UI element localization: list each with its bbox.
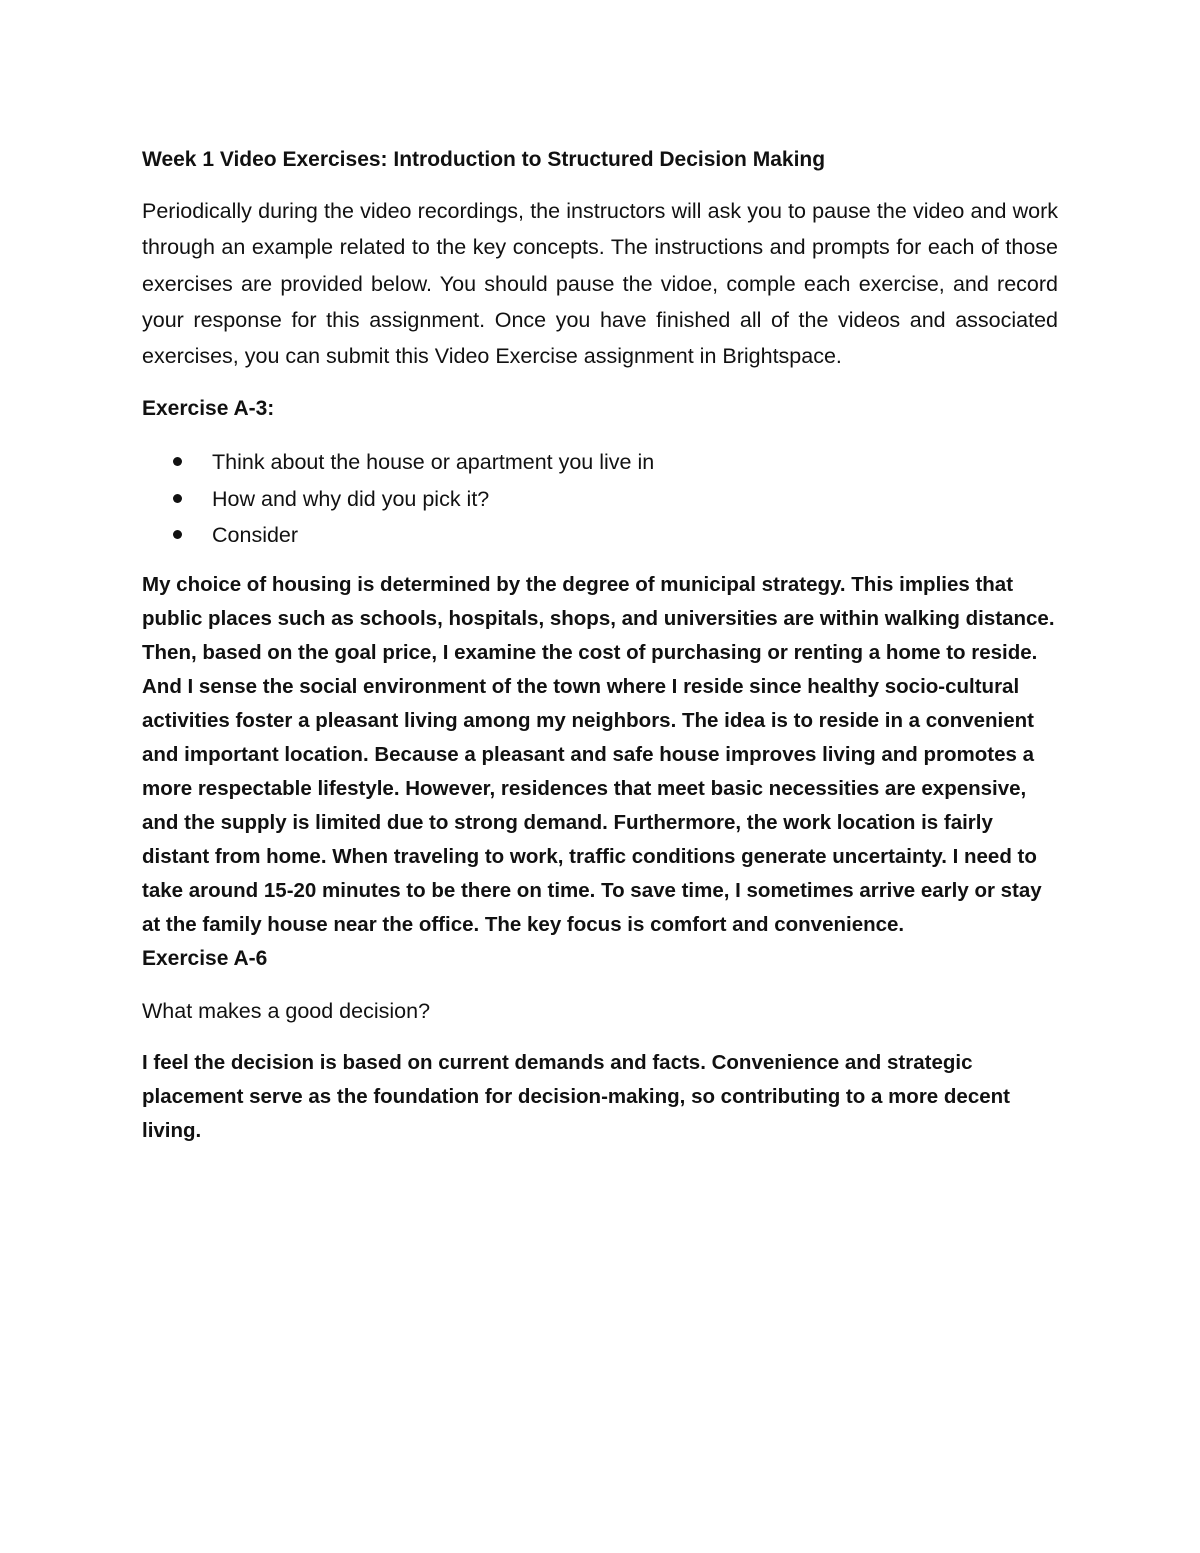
list-item [142,517,1058,554]
prompt-text: Think about the house or apartment you live in [212,450,655,475]
prompt-text: How and why did you pick it? [212,486,490,511]
bullet-icon [173,457,182,466]
exercise-a6-question: What makes a good decision? [142,998,431,1023]
list-item [142,444,1058,481]
document-title: Week 1 Video Exercises: Introduction to Structured Decision Making [142,148,826,171]
exercise-a3-heading: Exercise A-3: [142,397,275,421]
exercise-a3-prompts [142,444,1058,554]
intro-paragraph: Periodically during the video recordings, the instructors will ask you to pause the video and work through an example related to the key concepts. The instructions and prompts for each of those exercises are provided below. You should pause the vidoe, comple each exercise, and record your response for this assignment. Once you have finished all of the videos and associated exercises, you can submit this Video Exercise assignment in Brightspace. [142,199,1058,369]
document-body [142,143,1058,1148]
bullet-icon [173,530,182,539]
bullet-icon [173,494,182,503]
exercise-a3-answer: My choice of housing is determined by the degree of municipal strategy. This implies that public places such as schools, hospitals, shops, and universities are within walking distance. Then, based on the goal price, I examine the cost of purchasing or renting a home to reside. And I sense the social environment of the town where I reside since healthy socio-cultural activities foster a pleasant living among my neighbors. The idea is to reside in a convenient and important location. Because a pleasant and safe house improves living and promotes a more respectable lifestyle. However, residences that meet basic necessities are expensive, and the supply is limited due to strong demand. Furthermore, the work location is fairly distant from home. When traveling to work, traffic conditions generate uncertainty. I need to take around 15-20 minutes to be there on time. To save time, I sometimes arrive early or stay at the family house near the office. The key focus is comfort and convenience. [142,572,1055,936]
list-item [142,481,1058,518]
exercise-a6-heading: Exercise A-6 [142,946,268,970]
exercise-a6-answer: I feel the decision is based on current demands and facts. Convenience and strategic placement serve as the foundation for decision-making, so contributing to a more decent living. [142,1050,1010,1142]
prompt-text: Consider [212,523,299,548]
